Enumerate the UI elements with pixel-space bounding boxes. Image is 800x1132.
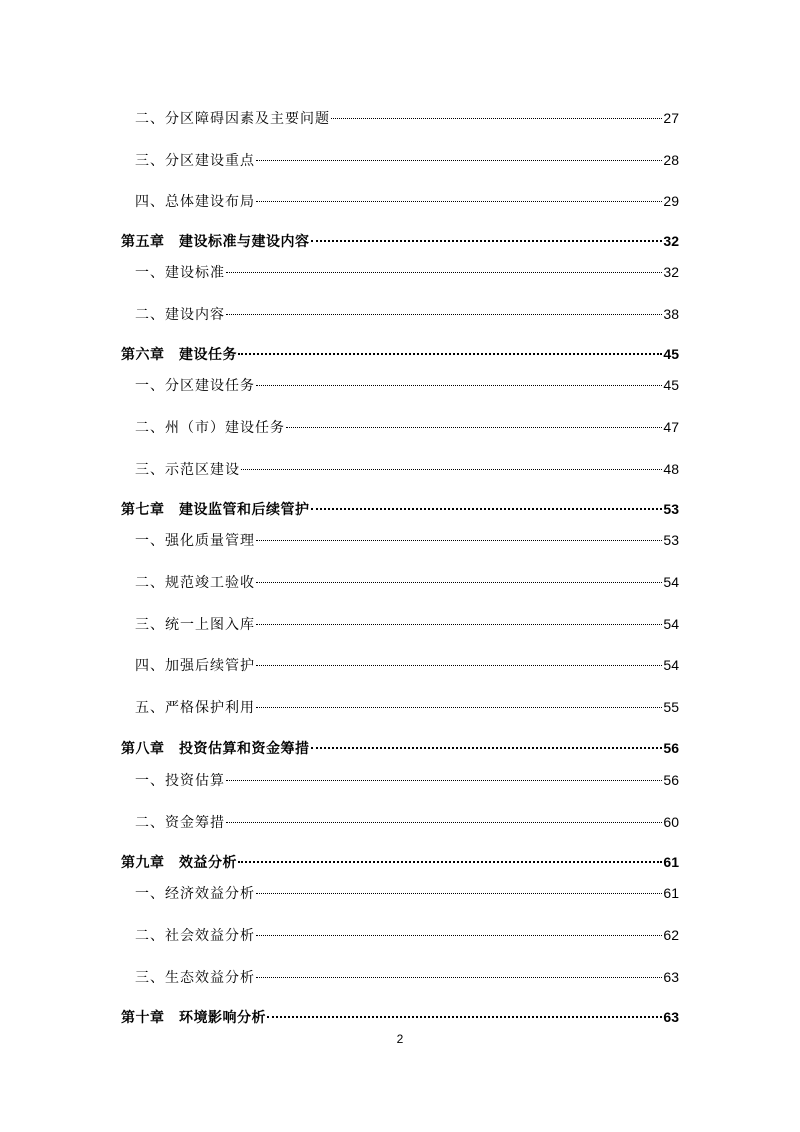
toc-section-entry[interactable] bbox=[135, 925, 679, 945]
dot-leader bbox=[311, 240, 663, 242]
toc-entry-page: 45 bbox=[663, 346, 679, 362]
dot-leader bbox=[256, 201, 662, 202]
toc-entry-page: 53 bbox=[663, 501, 679, 517]
toc-entry-page: 53 bbox=[663, 532, 679, 548]
toc-chapter-entry[interactable] bbox=[121, 499, 679, 519]
toc-entry-title: 第八章 投资估算和资金筹措 bbox=[121, 741, 310, 757]
dot-leader bbox=[256, 665, 662, 666]
toc-entry-page: 54 bbox=[663, 657, 679, 673]
toc-section-entry[interactable] bbox=[135, 770, 679, 790]
toc-section-entry[interactable] bbox=[135, 459, 679, 479]
dot-leader bbox=[256, 160, 662, 161]
toc-entry-title: 四、加强后续管护 bbox=[135, 658, 255, 674]
toc-chapter-entry[interactable] bbox=[121, 1007, 679, 1027]
dot-leader bbox=[226, 822, 662, 823]
dot-leader bbox=[238, 861, 662, 863]
toc-entry-page: 45 bbox=[663, 377, 679, 393]
toc-entry-title: 三、统一上图入库 bbox=[135, 617, 255, 633]
toc-section-entry[interactable] bbox=[135, 572, 679, 592]
toc-entry-title: 一、经济效益分析 bbox=[135, 886, 255, 902]
dot-leader bbox=[256, 893, 662, 894]
toc-entry-page: 63 bbox=[663, 1009, 679, 1025]
toc-entry-title: 三、示范区建设 bbox=[135, 462, 240, 478]
toc-section-entry[interactable] bbox=[135, 883, 679, 903]
toc-section-entry[interactable] bbox=[135, 150, 679, 170]
dot-leader bbox=[267, 1016, 662, 1018]
toc-entry-title: 四、总体建设布局 bbox=[135, 194, 255, 210]
toc-entry-page: 38 bbox=[663, 306, 679, 322]
toc-entry-title: 一、分区建设任务 bbox=[135, 378, 255, 394]
toc-entry-page: 56 bbox=[663, 740, 679, 756]
toc-section-entry[interactable] bbox=[135, 417, 679, 437]
toc-section-entry[interactable] bbox=[135, 375, 679, 395]
toc-chapter-entry[interactable] bbox=[121, 231, 679, 251]
toc-entry-page: 55 bbox=[663, 699, 679, 715]
toc-entry-title: 三、分区建设重点 bbox=[135, 153, 255, 169]
toc-chapter-entry[interactable] bbox=[121, 852, 679, 872]
toc-section-entry[interactable] bbox=[135, 304, 679, 324]
toc-entry-page: 62 bbox=[663, 927, 679, 943]
page-number: 2 bbox=[396, 1032, 404, 1046]
toc-entry-page: 47 bbox=[663, 419, 679, 435]
toc-section-entry[interactable] bbox=[135, 697, 679, 717]
toc-entry-page: 29 bbox=[663, 193, 679, 209]
dot-leader bbox=[311, 508, 663, 510]
toc-entry-page: 61 bbox=[663, 854, 679, 870]
toc-entry-page: 48 bbox=[663, 461, 679, 477]
toc-section-entry[interactable] bbox=[135, 812, 679, 832]
toc-entry-title: 一、投资估算 bbox=[135, 773, 225, 789]
dot-leader bbox=[256, 624, 662, 625]
toc-entry-page: 27 bbox=[663, 110, 679, 126]
toc-entry-title: 二、资金筹措 bbox=[135, 815, 225, 831]
dot-leader bbox=[226, 780, 662, 781]
toc-entry-title: 二、建设内容 bbox=[135, 307, 225, 323]
toc-entry-title: 二、分区障碍因素及主要问题 bbox=[135, 111, 330, 127]
dot-leader bbox=[331, 118, 662, 119]
toc-entry-title: 一、强化质量管理 bbox=[135, 533, 255, 549]
dot-leader bbox=[238, 353, 662, 355]
toc-entry-title: 一、建设标准 bbox=[135, 265, 225, 281]
toc-entry-page: 63 bbox=[663, 969, 679, 985]
toc-entry-title: 二、社会效益分析 bbox=[135, 928, 255, 944]
toc-section-entry[interactable] bbox=[135, 655, 679, 675]
toc-entry-page: 32 bbox=[663, 264, 679, 280]
toc-entry-title: 第六章 建设任务 bbox=[121, 347, 237, 363]
toc-entry-page: 32 bbox=[663, 233, 679, 249]
dot-leader bbox=[256, 385, 662, 386]
toc-section-entry[interactable] bbox=[135, 108, 679, 128]
dot-leader bbox=[256, 707, 662, 708]
toc-entry-title: 第五章 建设标准与建设内容 bbox=[121, 234, 310, 250]
toc-entry-title: 二、规范竣工验收 bbox=[135, 575, 255, 591]
dot-leader bbox=[226, 314, 662, 315]
toc-entry-title: 三、生态效益分析 bbox=[135, 970, 255, 986]
toc-entry-page: 54 bbox=[663, 616, 679, 632]
toc-section-entry[interactable] bbox=[135, 530, 679, 550]
dot-leader bbox=[256, 935, 662, 936]
toc-section-entry[interactable] bbox=[135, 262, 679, 282]
toc-entry-title: 五、严格保护利用 bbox=[135, 700, 255, 716]
dot-leader bbox=[241, 469, 662, 470]
toc-entry-page: 61 bbox=[663, 885, 679, 901]
toc-section-entry[interactable] bbox=[135, 967, 679, 987]
dot-leader bbox=[311, 747, 663, 749]
dot-leader bbox=[226, 272, 662, 273]
dot-leader bbox=[256, 540, 662, 541]
dot-leader bbox=[256, 582, 662, 583]
toc-entry-title: 第十章 环境影响分析 bbox=[121, 1010, 266, 1026]
toc-entry-page: 28 bbox=[663, 152, 679, 168]
toc-entry-title: 第七章 建设监管和后续管护 bbox=[121, 502, 310, 518]
toc-chapter-entry[interactable] bbox=[121, 738, 679, 758]
dot-leader bbox=[286, 427, 662, 428]
dot-leader bbox=[256, 977, 662, 978]
toc-entry-title: 第九章 效益分析 bbox=[121, 855, 237, 871]
toc-entry-page: 54 bbox=[663, 574, 679, 590]
toc-section-entry[interactable] bbox=[135, 191, 679, 211]
toc-entry-page: 60 bbox=[663, 814, 679, 830]
toc-chapter-entry[interactable] bbox=[121, 344, 679, 364]
toc-entry-title: 二、州（市）建设任务 bbox=[135, 420, 285, 436]
toc-section-entry[interactable] bbox=[135, 614, 679, 634]
toc-entry-page: 56 bbox=[663, 772, 679, 788]
